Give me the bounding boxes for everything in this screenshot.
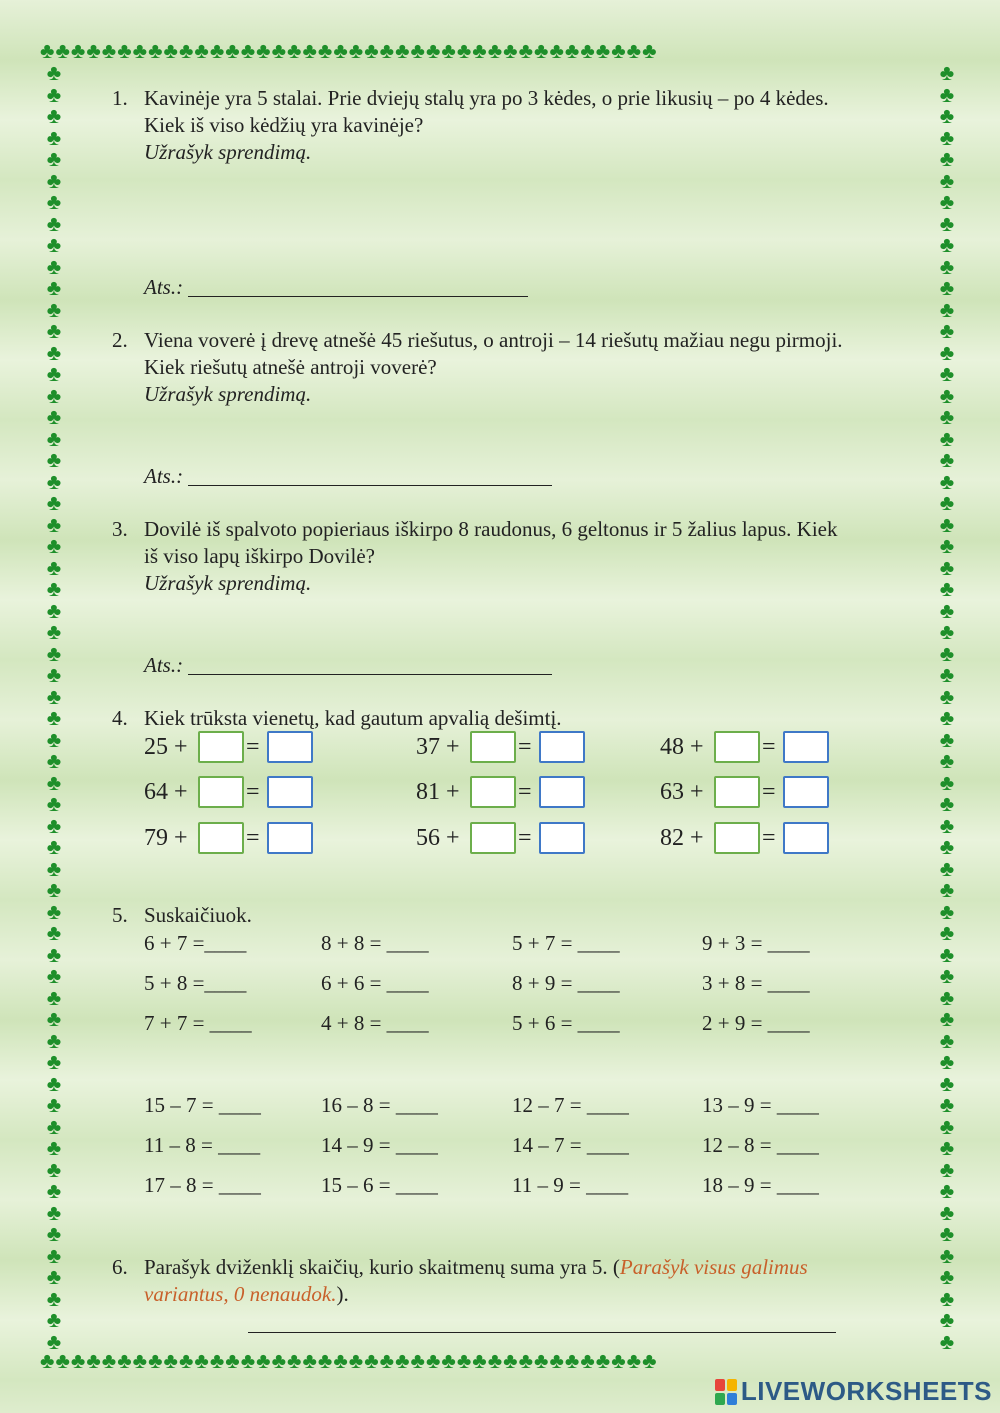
q2-instruction: Užrašyk sprendimą. — [144, 382, 312, 406]
q4-equals: = — [246, 779, 260, 805]
q2-answer-label: Ats.: — [144, 464, 184, 488]
q1-line2: Kiek iš viso kėdžių yra kavinėje? — [144, 113, 424, 137]
q4-green-answer-box[interactable] — [714, 822, 760, 854]
q4-expression: 25 + — [144, 734, 188, 760]
q4-green-answer-box[interactable] — [714, 776, 760, 808]
q4-expression: 37 + — [416, 734, 460, 760]
q4-green-answer-box[interactable] — [470, 822, 516, 854]
q4-equals: = — [762, 779, 776, 805]
logo-mark-icon — [715, 1379, 737, 1405]
q4-blue-answer-box[interactable] — [539, 731, 585, 763]
q4-expression: 63 + — [660, 779, 704, 805]
q3-answer-line[interactable] — [188, 674, 552, 675]
q3-instruction: Užrašyk sprendimą. — [144, 571, 312, 595]
q6-number: 6. — [112, 1255, 128, 1279]
q6-hint2: variantus, 0 nenaudok. — [144, 1282, 337, 1306]
border-right: ♣ ♣ ♣ ♣ ♣ ♣ ♣ ♣ ♣ ♣ ♣ ♣ ♣ ♣ ♣ ♣ ♣ ♣ ♣ ♣ ♣ ♣ ♣ ♣ ♣ ♣ ♣ ♣ ♣ ♣ ♣ ♣ ♣ ♣ ♣ ♣ ♣ ♣ ♣ ♣ ♣ ♣ ♣ ♣ ♣ ♣ ♣ ♣ ♣ ♣ ♣ ♣ ♣ ♣ ♣ ♣ ♣ ♣ ♣ ♣ — [939, 62, 955, 1350]
q6-text: Parašyk dviženklį skaičių, kurio skaitmenų suma yra 5. ( — [144, 1255, 620, 1279]
q4-expression: 82 + — [660, 825, 704, 851]
logo-text: LIVEWORKSHEETS — [740, 1376, 992, 1406]
q4-green-answer-box[interactable] — [198, 822, 244, 854]
q5-sub-problem[interactable]: 12 – 7 = ____ — [512, 1093, 629, 1117]
q1-number: 1. — [112, 86, 128, 110]
q1-instruction: Užrašyk sprendimą. — [144, 140, 312, 164]
q4-blue-answer-box[interactable] — [783, 776, 829, 808]
q4-equals: = — [518, 779, 532, 805]
q5-add-problem[interactable]: 6 + 7 =____ — [144, 931, 247, 955]
q6-close: ). — [336, 1282, 349, 1306]
border-bottom: ♣♣♣♣♣♣♣♣♣♣♣♣♣♣♣♣♣♣♣♣♣♣♣♣♣♣♣♣♣♣♣♣♣♣♣♣♣♣♣♣ — [40, 1350, 658, 1372]
q2-number: 2. — [112, 328, 128, 352]
q5-sub-problem[interactable]: 18 – 9 = ____ — [702, 1173, 819, 1197]
q6-answer-line[interactable] — [248, 1332, 836, 1333]
q4-blue-answer-box[interactable] — [267, 822, 313, 854]
logo-square — [715, 1393, 725, 1405]
logo-square — [715, 1379, 725, 1391]
q3-line1: Dovilė iš spalvoto popieriaus iškirpo 8 raudonus, 6 geltonus ir 5 žalius lapus. Kiek — [144, 517, 838, 541]
q5-sub-problem[interactable]: 11 – 8 = ____ — [144, 1133, 261, 1157]
q5-text: Suskaičiuok. — [144, 903, 252, 927]
q2-line2: Kiek riešutų atnešė antroji voverė? — [144, 355, 437, 379]
q3-answer-label: Ats.: — [144, 653, 184, 677]
q4-blue-answer-box[interactable] — [539, 822, 585, 854]
q5-add-problem[interactable]: 4 + 8 = ____ — [321, 1011, 429, 1035]
q1-line1: Kavinėje yra 5 stalai. Prie dviejų stalų yra po 3 kėdes, o prie likusių – po 4 kėdes. — [144, 86, 829, 110]
q4-green-answer-box[interactable] — [470, 776, 516, 808]
q4-equals: = — [762, 825, 776, 851]
q4-expression: 81 + — [416, 779, 460, 805]
q4-equals: = — [518, 734, 532, 760]
q2-answer-line[interactable] — [188, 485, 552, 486]
q6-hint1: Parašyk visus galimus — [619, 1255, 808, 1279]
q4-green-answer-box[interactable] — [470, 731, 516, 763]
q5-add-problem[interactable]: 7 + 7 = ____ — [144, 1011, 252, 1035]
q2-line1: Viena voverė į drevę atnešė 45 riešutus, o antroji – 14 riešutų mažiau negu pirmoji. — [144, 328, 843, 352]
logo-square — [727, 1393, 737, 1405]
q5-sub-problem[interactable]: 13 – 9 = ____ — [702, 1093, 819, 1117]
q5-sub-problem[interactable]: 11 – 9 = ____ — [512, 1173, 629, 1197]
q5-sub-problem[interactable]: 16 – 8 = ____ — [321, 1093, 438, 1117]
q5-add-problem[interactable]: 8 + 9 = ____ — [512, 971, 620, 995]
q5-number: 5. — [112, 903, 128, 927]
q4-green-answer-box[interactable] — [198, 731, 244, 763]
q1-answer-line[interactable] — [188, 296, 528, 297]
q4-green-answer-box[interactable] — [198, 776, 244, 808]
q3-line2: iš viso lapų iškirpo Dovilė? — [144, 544, 375, 568]
q4-blue-answer-box[interactable] — [783, 731, 829, 763]
q6-line1 — [144, 1254, 808, 1281]
q5-add-problem[interactable]: 5 + 8 =____ — [144, 971, 247, 995]
q4-number: 4. — [112, 706, 128, 730]
q5-sub-problem[interactable]: 15 – 7 = ____ — [144, 1093, 261, 1117]
q4-expression: 56 + — [416, 825, 460, 851]
q5-add-problem[interactable]: 8 + 8 = ____ — [321, 931, 429, 955]
q4-expression: 48 + — [660, 734, 704, 760]
q4-green-answer-box[interactable] — [714, 731, 760, 763]
q5-add-problem[interactable]: 6 + 6 = ____ — [321, 971, 429, 995]
q5-add-problem[interactable]: 3 + 8 = ____ — [702, 971, 810, 995]
q1-answer-label: Ats.: — [144, 275, 184, 299]
q4-equals: = — [246, 734, 260, 760]
q5-add-problem[interactable]: 9 + 3 = ____ — [702, 931, 810, 955]
q4-blue-answer-box[interactable] — [783, 822, 829, 854]
q5-sub-problem[interactable]: 14 – 9 = ____ — [321, 1133, 438, 1157]
q4-equals: = — [246, 825, 260, 851]
logo-square — [727, 1379, 737, 1391]
border-top: ♣♣♣♣♣♣♣♣♣♣♣♣♣♣♣♣♣♣♣♣♣♣♣♣♣♣♣♣♣♣♣♣♣♣♣♣♣♣♣♣ — [40, 40, 658, 62]
q5-sub-problem[interactable]: 14 – 7 = ____ — [512, 1133, 629, 1157]
q4-text: Kiek trūksta vienetų, kad gautum apvalią dešimtį. — [144, 706, 562, 730]
q4-blue-answer-box[interactable] — [267, 776, 313, 808]
q5-sub-problem[interactable]: 17 – 8 = ____ — [144, 1173, 261, 1197]
q4-blue-answer-box[interactable] — [539, 776, 585, 808]
q3-number: 3. — [112, 517, 128, 541]
q4-expression: 79 + — [144, 825, 188, 851]
q5-add-problem[interactable]: 2 + 9 = ____ — [702, 1011, 810, 1035]
q4-expression: 64 + — [144, 779, 188, 805]
q5-sub-problem[interactable]: 12 – 8 = ____ — [702, 1133, 819, 1157]
q5-sub-problem[interactable]: 15 – 6 = ____ — [321, 1173, 438, 1197]
q6-line2 — [144, 1281, 349, 1308]
q4-blue-answer-box[interactable] — [267, 731, 313, 763]
border-left: ♣ ♣ ♣ ♣ ♣ ♣ ♣ ♣ ♣ ♣ ♣ ♣ ♣ ♣ ♣ ♣ ♣ ♣ ♣ ♣ ♣ ♣ ♣ ♣ ♣ ♣ ♣ ♣ ♣ ♣ ♣ ♣ ♣ ♣ ♣ ♣ ♣ ♣ ♣ ♣ ♣ ♣ ♣ ♣ ♣ ♣ ♣ ♣ ♣ ♣ ♣ ♣ ♣ ♣ ♣ ♣ ♣ ♣ ♣ ♣ — [46, 62, 62, 1350]
q5-add-problem[interactable]: 5 + 7 = ____ — [512, 931, 620, 955]
q4-equals: = — [518, 825, 532, 851]
liveworksheets-logo — [715, 1376, 992, 1407]
q5-add-problem[interactable]: 5 + 6 = ____ — [512, 1011, 620, 1035]
q4-equals: = — [762, 734, 776, 760]
